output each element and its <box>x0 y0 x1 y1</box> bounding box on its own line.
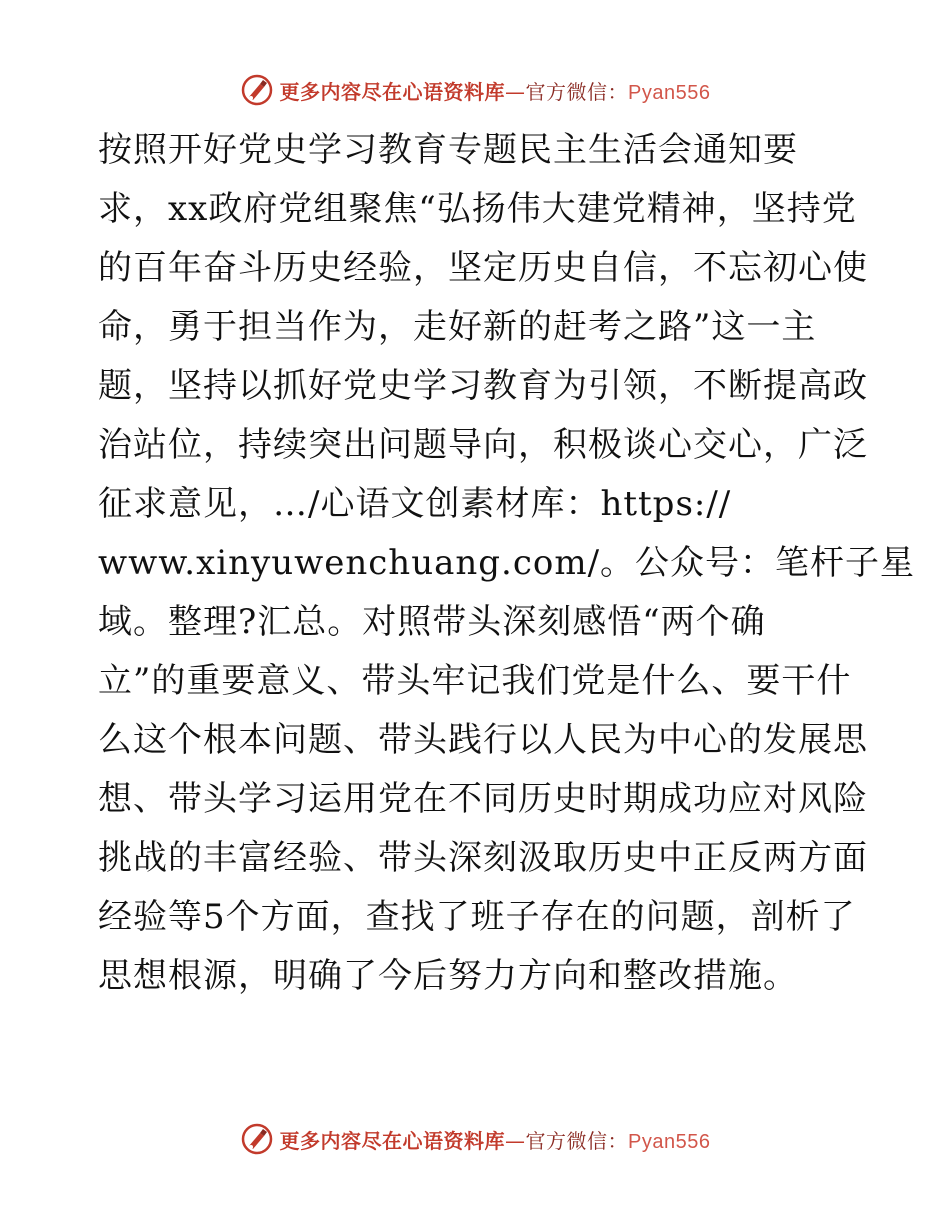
body-line: 治站位，持续突出问题导向，积极谈心交心，广泛 <box>98 425 868 465</box>
body-line: 思想根源，明确了今后努力方向和整改措施。 <box>98 956 798 996</box>
document-body <box>98 121 916 1006</box>
body-line: 按照开好党史学习教育专题民主生活会通知要 <box>98 130 798 170</box>
body-line: 经验等5个方面，查找了班子存在的问题，剖析了 <box>98 897 856 937</box>
body-line: 的百年奋斗历史经验，坚定历史自信，不忘初心使 <box>98 248 868 288</box>
footer-banner-main: 更多内容尽在心语资料库 <box>279 1128 506 1153</box>
header-banner-sep: — <box>505 79 526 104</box>
body-line: 挑战的丰富经验、带头深刻汲取历史中正反两方面 <box>98 838 868 878</box>
body-line: 么这个根本问题、带头践行以人民为中心的发展思 <box>98 720 868 760</box>
footer-banner-label: 官方微信： <box>525 1128 629 1153</box>
body-line: 域。整理?汇总。对照带头深刻感悟“两个确 <box>98 602 766 642</box>
body-line: 立”的重要意义、带头牢记我们党是什么、要干什 <box>98 661 852 701</box>
body-line: 求，xx政府党组聚焦“弘扬伟大建党精神，坚持党 <box>98 189 857 229</box>
header-banner <box>0 72 950 108</box>
footer-banner <box>0 1121 950 1157</box>
footer-banner-id: Pyan556 <box>628 1130 711 1153</box>
header-banner-main: 更多内容尽在心语资料库 <box>279 79 506 104</box>
pen-seal-logo-icon <box>240 73 274 107</box>
body-line: 命，勇于担当作为，走好新的赶考之路”这一主 <box>98 307 817 347</box>
body-line: 征求意见，…/心语文创素材库：https:// <box>98 484 732 524</box>
header-banner-id: Pyan556 <box>628 81 711 104</box>
footer-banner-text <box>280 1125 711 1154</box>
header-banner-text <box>280 76 711 105</box>
body-line: 题，坚持以抓好党史学习教育为引领，不断提高政 <box>98 366 868 406</box>
pen-seal-logo-icon <box>240 1122 274 1156</box>
body-line: 想、带头学习运用党在不同历史时期成功应对风险 <box>98 779 868 819</box>
footer-banner-sep: — <box>505 1128 526 1153</box>
body-line: www.xinyuwenchuang.com/。公众号：笔杆子星 <box>98 543 916 583</box>
header-banner-label: 官方微信： <box>525 79 629 104</box>
